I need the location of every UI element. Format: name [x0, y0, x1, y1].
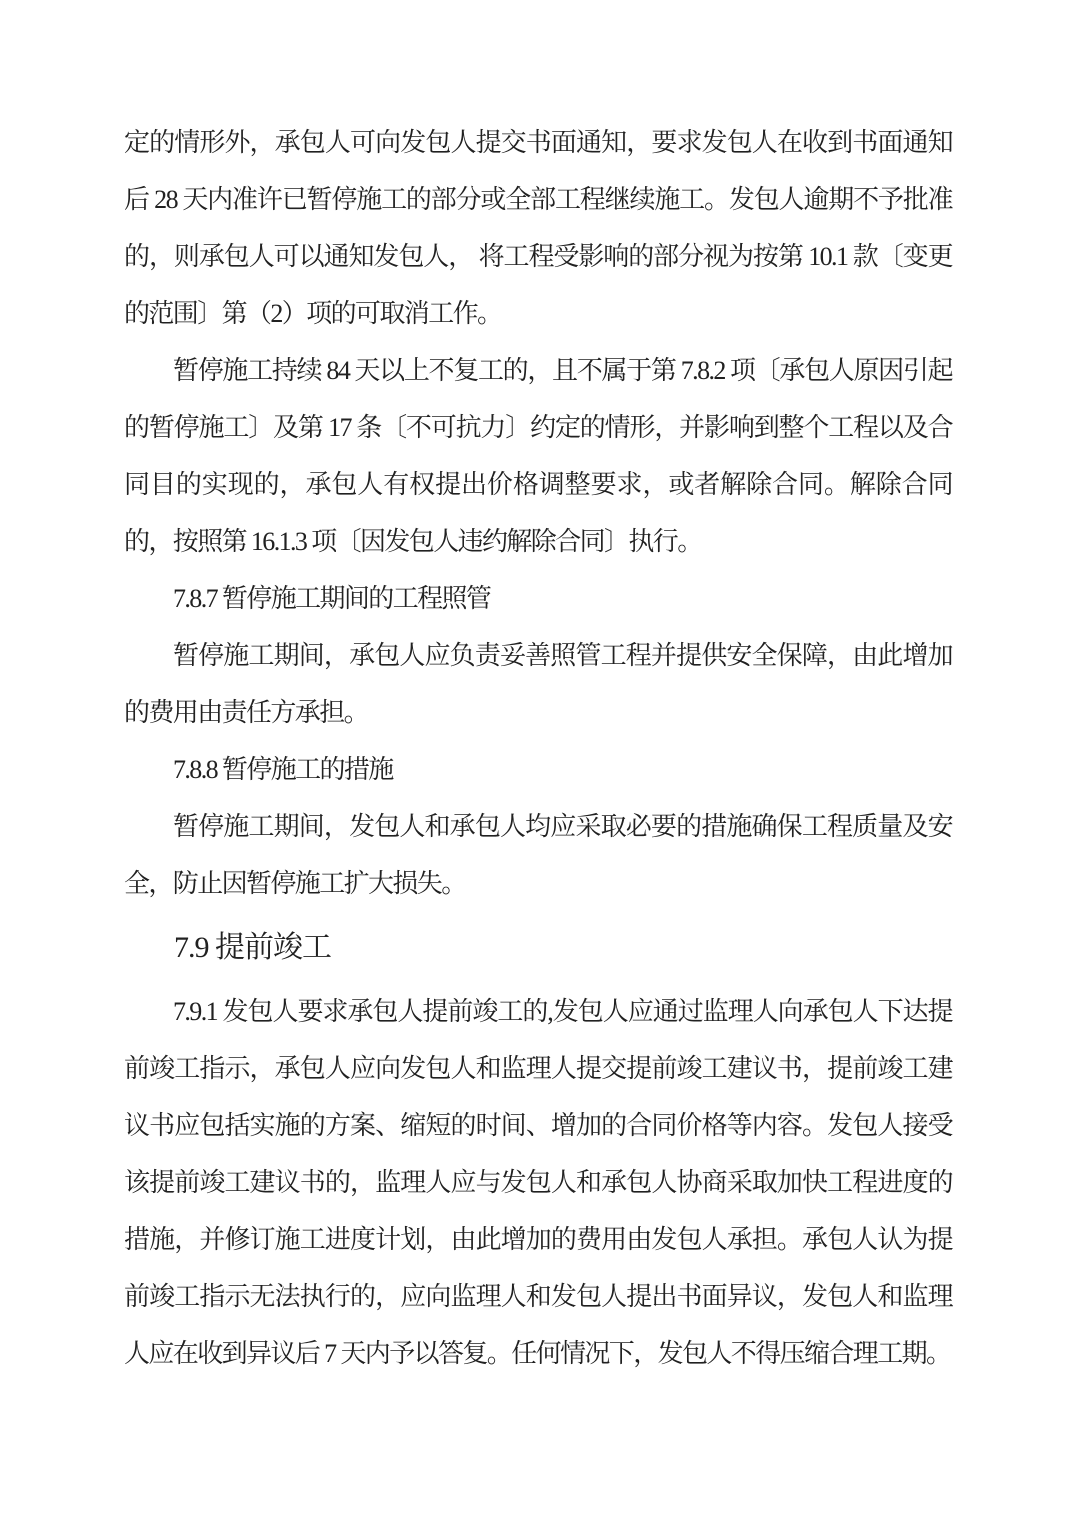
paragraph-early-completion-7-9-1: 7.9.1 发包人要求承包人提前竣工的,发包人应通过监理人向承包人下达提前竣工指示，承包人应向发包人和监理人提交提前竣工建议书，提前竣工建议书应包括实施的方案、缩短的时间、增加的合同价格等内容。发包人接受该提前竣工建议书的，监理人应与发包人和承包人协商采取加快工程进度的措施，并修订施工进度计划，由此增加的费用由发包人承担。承包人认为提前竣工指示无法执行的，应向监理人和发包人提出书面异议，发包人和监理人应在收到异议后 7 天内予以答复。任何情况下，发包人不得压缩合理工期。 — [124, 997, 952, 1368]
paragraph-suspension-84-days: 暂停施工持续 84 天以上不复工的，且不属于第 7.8.2 项〔承包人原因引起的暂停施工〕及第 17 条〔不可抗力〕约定的情形，并影响到整个工程以及合同目的实现的，承包人有权提出价格调整要求，或者解除合同。解除合同的，按照第 16.1.3 项〔因发包人违约解除合同〕执行。 — [124, 356, 952, 556]
section-heading-7-9: 7.9 提前竣工 — [174, 931, 331, 964]
clause-heading-7-8-7: 7.8.7 暂停施工期间的工程照管 — [173, 584, 491, 613]
paragraph-continuation: 定的情形外，承包人可向发包人提交书面通知，要求发包人在收到书面通知后 28 天内准许已暂停施工的部分或全部工程继续施工。发包人逾期不予批准的，则承包人可以通知发包人， 将工程受影响的部分视为按第 10.1 款〔变更的范围〕第（2）项的可取消工作。 — [124, 128, 952, 328]
paragraph-suspension-measures: 暂停施工期间，发包人和承包人均应采取必要的措施确保工程质量及安全，防止因暂停施工扩大损失。 — [124, 812, 952, 898]
clause-heading-7-8-8: 7.8.8 暂停施工的措施 — [173, 755, 393, 784]
paragraph-care-of-works: 暂停施工期间，承包人应负责妥善照管工程并提供安全保障，由此增加的费用由责任方承担。 — [124, 641, 952, 727]
